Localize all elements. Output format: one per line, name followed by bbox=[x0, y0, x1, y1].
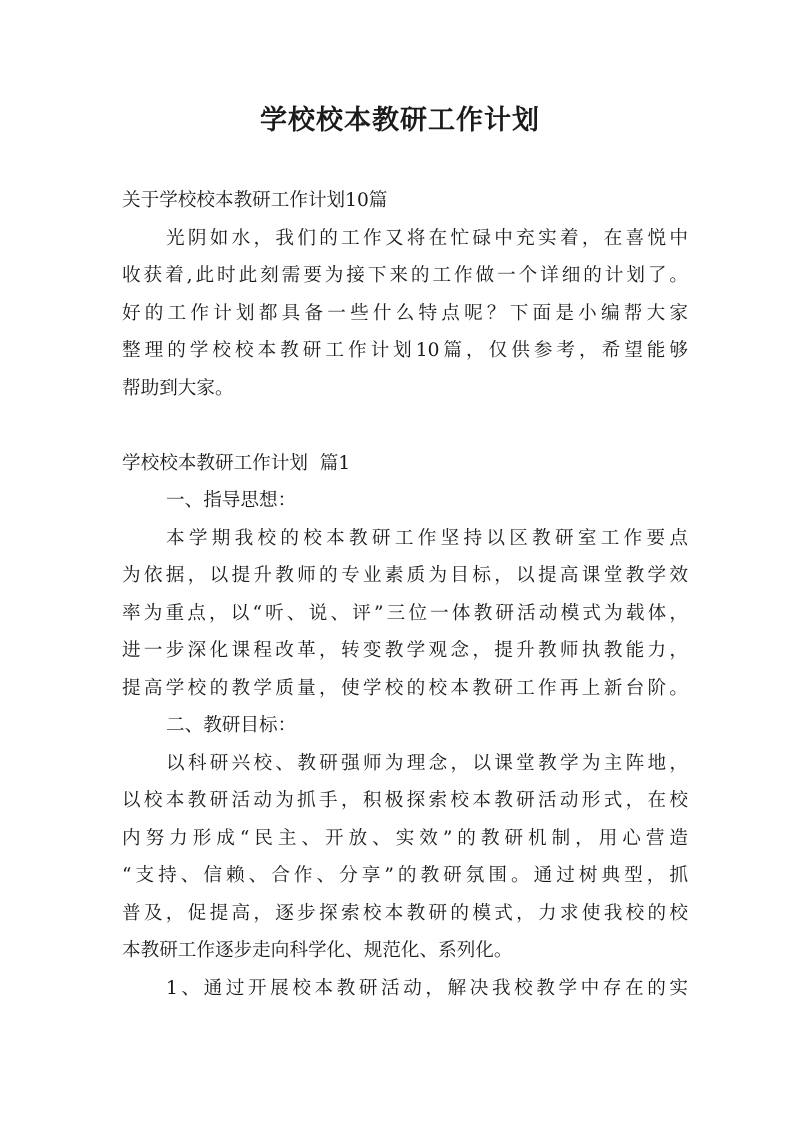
intro-line: 整理的学校校本教研工作计划10篇，仅供参考，希望能够 bbox=[122, 340, 688, 361]
intro-line: 收获着,此时此刻需要为接下来的工作做一个详细的计划了。 bbox=[122, 265, 688, 286]
intro-line: 光阴如水，我们的工作又将在忙碌中充实着，在喜悦中 bbox=[166, 227, 688, 249]
blank-line bbox=[122, 407, 688, 445]
list-item: 1、通过开展校本教研活动，解决我校教学中存在的实 bbox=[166, 977, 688, 999]
document-title: 学校校本教研工作计划 bbox=[260, 105, 540, 136]
paragraph-line: 以校本教研活动为抓手，积极探索校本教研活动形式，在校 bbox=[122, 790, 688, 811]
paragraph-line: 提高学校的教学质量，使学校的校本教研工作再上新台阶。 bbox=[122, 677, 688, 699]
paragraph-line: 率为重点，以“听、说、评”三位一体教研活动模式为载体， bbox=[122, 602, 688, 624]
paragraph-line: 本学期我校的校本教研工作坚持以区教研室工作要点 bbox=[166, 527, 688, 549]
document-body bbox=[122, 182, 688, 1007]
subtitle: 关于学校校本教研工作计划10篇 bbox=[122, 190, 388, 211]
paragraph-line: 普及，促提高，逐步探索校本教研的模式，力求使我校的校 bbox=[122, 902, 688, 924]
paragraph-line: 为依据，以提升教师的专业素质为目标，以提高课堂教学效 bbox=[122, 565, 688, 586]
paragraph-line: 以科研兴校、教研强师为理念，以课堂教学为主阵地， bbox=[166, 752, 688, 774]
intro-line: 帮助到大家。 bbox=[122, 377, 234, 399]
section-heading: 学校校本教研工作计划 篇1 bbox=[122, 452, 351, 474]
intro-line: 好的工作计划都具备一些什么特点呢？下面是小编帮大家 bbox=[122, 302, 688, 324]
heading-research-goals: 二、教研目标： bbox=[166, 715, 297, 736]
paragraph-line: 内努力形成“民主、开放、实效”的教研机制，用心营造 bbox=[122, 827, 688, 849]
heading-guiding-ideology: 一、指导思想： bbox=[166, 490, 297, 511]
paragraph-line: “支持、信赖、合作、分享”的教研氛围。通过树典型，抓 bbox=[122, 865, 688, 886]
paragraph-line: 进一步深化课程改革，转变教学观念，提升教师执教能力， bbox=[122, 640, 688, 661]
paragraph-line: 本教研工作逐步走向科学化、规范化、系列化。 bbox=[122, 940, 513, 961]
